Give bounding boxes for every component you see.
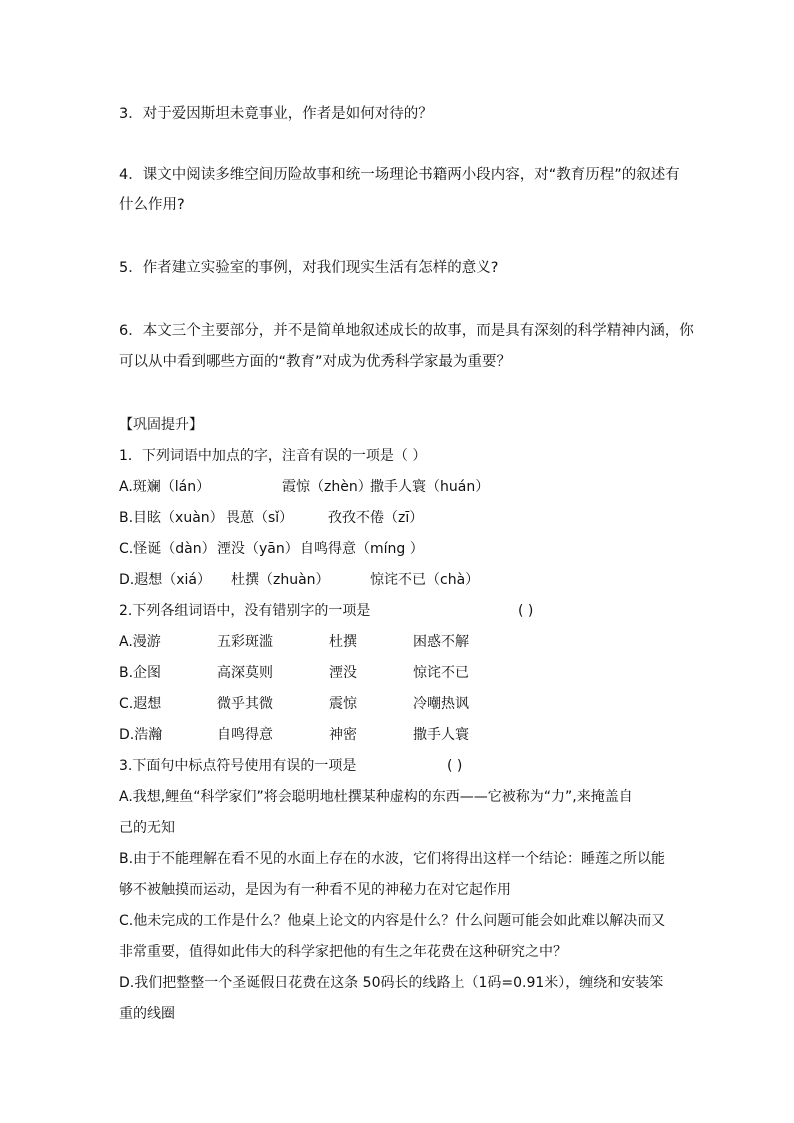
- question-4-line-2: 什么作用?: [119, 197, 185, 213]
- exercise-2-option-c: [119, 695, 679, 713]
- option-a-word-1: A.漫游: [119, 634, 161, 650]
- option-d-word-2: 自鸣得意: [217, 727, 273, 743]
- exercise-1-stem: 1．下列词语中加点的字，注音有误的一项是（ ）: [119, 448, 427, 464]
- exercise-3-option-c-line-2: 非常重要，值得如此伟大的科学家把他的有生之年花费在这种研究之中？: [119, 944, 567, 960]
- exercise-1-option-a: [119, 478, 679, 496]
- exercise-2-stem: 2.下列各组词语中，没有错别字的一项是: [119, 603, 371, 619]
- exercise-2-option-d: [119, 726, 679, 744]
- exercise-1-option-c: [119, 540, 679, 558]
- exercise-1-option-d: [119, 571, 679, 589]
- exercise-2-stem-row: [119, 602, 679, 620]
- option-d-item-3: 惊诧不已（chà）: [370, 572, 480, 588]
- option-b-word-2: 高深莫则: [217, 665, 273, 681]
- section-title: 【巩固提升】: [119, 417, 203, 433]
- option-a-item-2: 霞惊（zhèn）: [282, 479, 372, 495]
- option-c-item-2: 湮没（yān）: [217, 541, 299, 557]
- option-a-item-3: 撒手人寰（huán）: [370, 479, 490, 495]
- exercise-3-option-c-line-1: C.他未完成的工作是什么？他桌上论文的内容是什么？什么问题可能会如此难以解决而又: [119, 913, 666, 929]
- exercise-3-option-d-line-2: 重的线圈: [119, 1006, 175, 1022]
- option-a-word-2: 五彩斑滥: [217, 634, 273, 650]
- option-c-item-3: 自鸣得意（míng ）: [300, 541, 424, 557]
- option-c-word-4: 冷嘲热讽: [413, 696, 469, 712]
- exercise-1-option-b: [119, 509, 679, 527]
- option-b-item-2: 畏葸（sǐ）: [226, 510, 294, 526]
- question-4-line-1: 4．课文中阅读多维空间历险故事和统一场理论书籍两小段内容，对“教育历程”的叙述有: [119, 167, 680, 183]
- question-3: 3．对于爱因斯坦未竟事业，作者是如何对待的？: [119, 106, 433, 122]
- option-b-word-3: 湮没: [329, 665, 357, 681]
- exercise-3-stem: 3.下面句中标点符号使用有误的一项是: [119, 758, 357, 774]
- option-d-item-2: 杜撰（zhuàn）: [231, 572, 330, 588]
- exercise-3-option-b-line-1: B.由于不能理解在看不见的水面上存在的水波，它们将得出这样一个结论：睡莲之所以能: [119, 851, 666, 867]
- exercise-3-answer-paren: ( ): [447, 758, 463, 774]
- exercise-3-option-a-line-2: 己的无知: [119, 820, 175, 836]
- option-c-word-3: 震惊: [329, 696, 357, 712]
- option-d-word-3: 神密: [329, 727, 357, 743]
- question-6-line-1: 6．本文三个主要部分，并不是简单地叙述成长的故事，而是具有深刻的科学精神内涵，你: [119, 323, 694, 339]
- option-a-word-4: 困惑不解: [413, 634, 469, 650]
- option-b-item-3: 孜孜不倦（zī）: [328, 510, 424, 526]
- exercise-2-answer-paren: ( ): [518, 603, 534, 619]
- option-d-word-4: 撒手人寰: [413, 727, 469, 743]
- exercise-3-option-a-line-1: A.我想,鲤鱼“科学家们”将会聪明地杜撰某种虚构的东西——它被称为“力”,来掩盖自: [119, 789, 633, 805]
- option-c-word-2: 微乎其微: [217, 696, 273, 712]
- option-a-item-1: A.斑斓（lán）: [119, 479, 211, 495]
- option-b-word-1: B.企图: [119, 665, 162, 681]
- exercise-3-option-b-line-2: 够不被触摸而运动，是因为有一种看不见的神秘力在对它起作用: [119, 882, 511, 898]
- exercise-2-option-b: [119, 664, 679, 682]
- option-c-word-1: C.遐想: [119, 696, 162, 712]
- option-c-item-1: C.怪诞（dàn）: [119, 541, 216, 557]
- exercise-3-option-d-line-1: D.我们把整整一个圣诞假日花费在这条 50码长的线路上（1码=0.91米），缠绕和安装笨: [119, 975, 664, 991]
- option-d-item-1: D.遐想（xiá）: [119, 572, 211, 588]
- question-6-line-2: 可以从中看到哪些方面的“教育”对成为优秀科学家最为重要？: [119, 354, 512, 370]
- option-a-word-3: 杜撰: [329, 634, 357, 650]
- option-d-word-1: D.浩瀚: [119, 727, 163, 743]
- option-b-word-4: 惊诧不已: [413, 665, 469, 681]
- exercise-3-stem-row: [119, 757, 679, 775]
- question-5: 5．作者建立实验室的事例，对我们现实生活有怎样的意义?: [119, 260, 499, 276]
- exercise-2-option-a: [119, 633, 679, 651]
- option-b-item-1: B.目眩（xuàn）: [119, 510, 224, 526]
